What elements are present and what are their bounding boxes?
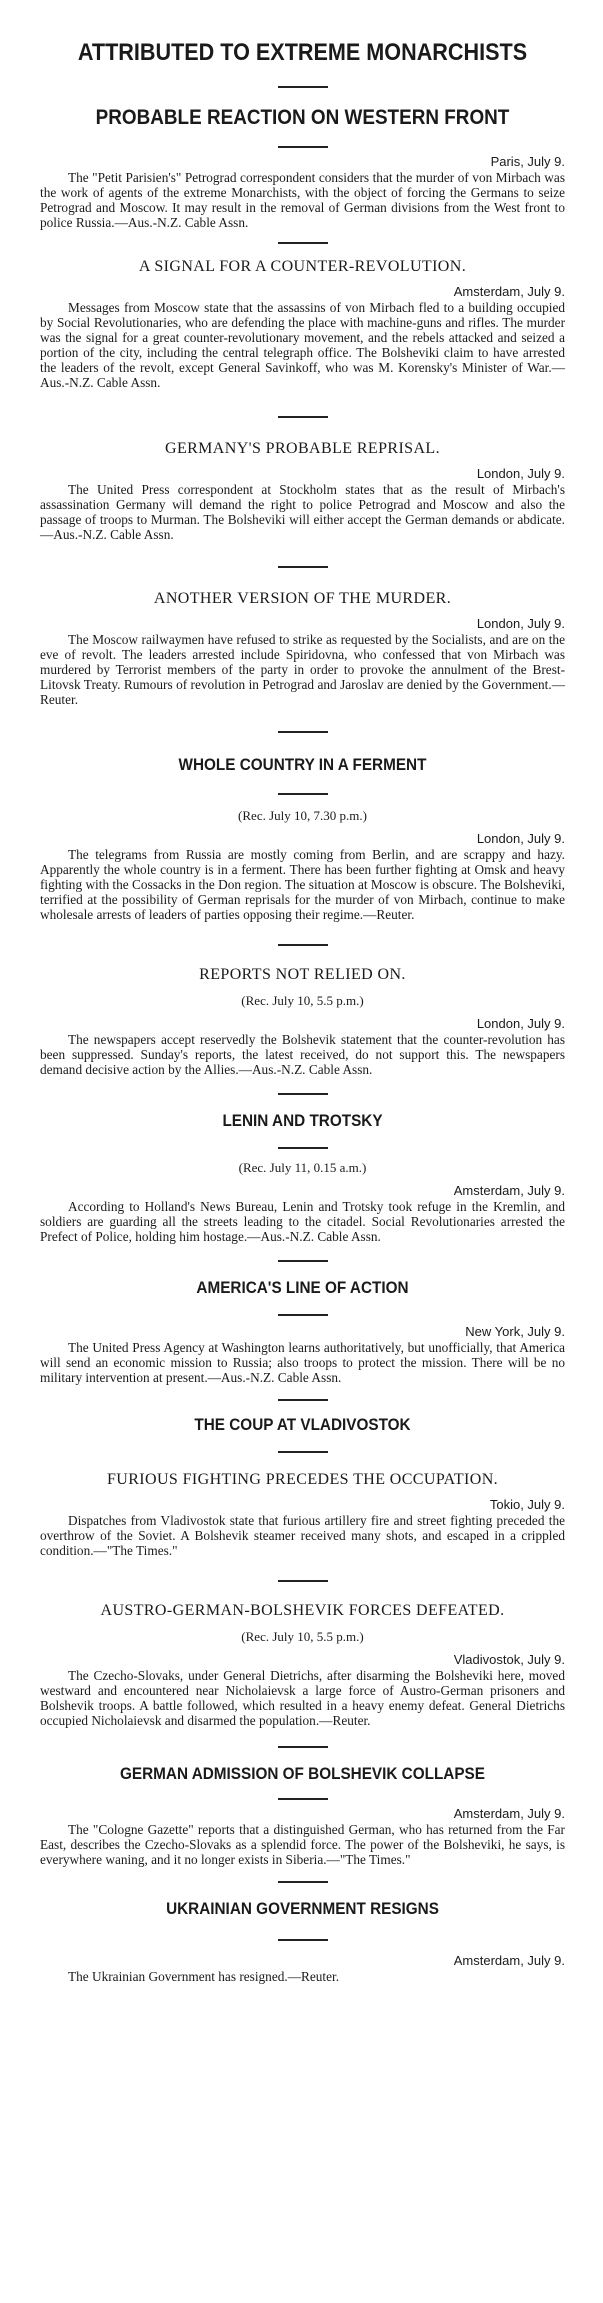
dateline: London, July 9. <box>476 616 565 631</box>
article-lenin-trotsky <box>40 1109 565 1244</box>
article-america <box>40 1276 565 1385</box>
divider-rule <box>278 146 328 148</box>
dateline: Amsterdam, July 9. <box>453 284 565 299</box>
dateline: Tokio, July 9. <box>489 1497 565 1512</box>
article-body: The "Petit Parisien's" Petrograd correspondent considers that the murder of von Mirbach was the work of agents of the extreme Monarchists, with the object of forcing the Germans to seize Petrograd and Moscow. It may result in the removal of German divisions from the West front to police Russia.—Aus.-N.Z. Cable Assn. <box>40 170 565 230</box>
divider-rule <box>278 1451 328 1453</box>
divider-rule <box>278 416 328 418</box>
section-heading: AMERICA'S LINE OF ACTION <box>196 1278 409 1297</box>
divider-rule <box>278 1746 328 1748</box>
article-vladivostok-coup <box>40 1413 565 1558</box>
article-reports-not-relied <box>40 964 565 1077</box>
received-note: (Rec. July 11, 0.15 a.m.) <box>238 1160 367 1175</box>
divider-rule <box>278 731 328 733</box>
section-heading: ANOTHER VERSION OF THE MURDER. <box>153 590 452 607</box>
dateline: London, July 9. <box>476 831 565 846</box>
section-heading: WHOLE COUNTRY IN A FERMENT <box>178 755 427 774</box>
main-headline: ATTRIBUTED TO EXTREME MONARCHISTS <box>77 39 528 66</box>
received-note: (Rec. July 10, 5.5 p.m.) <box>241 993 364 1008</box>
received-note: (Rec. July 10, 5.5 p.m.) <box>241 1629 364 1644</box>
article-body: The United Press Agency at Washington learns authoritatively, but unofficially, that America will send an economic mission to Russia; also troops to protect the mission. There will be no military intervention at present.—Aus.-N.Z. Cable Assn. <box>40 1340 565 1385</box>
article-body: Dispatches from Vladivostok state that furious artillery fire and street fighting preceded the overthrow of the Soviet. A Bolshevik steamer received many shots, and escaped in a crippled condition.—"The Times." <box>40 1513 565 1558</box>
article-body: According to Holland's News Bureau, Lenin and Trotsky took refuge in the Kremlin, and soldiers are guarding all the streets leading to the citadel. Social Revolutionaries arrested the Prefect of Police, holding him hostage.—Aus.-N.Z. Cable Assn. <box>40 1199 565 1244</box>
article-body: The "Cologne Gazette" reports that a distinguished German, who has returned from the Far East, describes the Czecho-Slovaks as a splendid force. The power of the Bolsheviki, he says, is everywhere waning, and it no longer exists in Siberia.—"The Times." <box>40 1822 565 1867</box>
divider-rule <box>278 242 328 244</box>
section-heading: REPORTS NOT RELIED ON. <box>199 966 406 983</box>
dateline: Vladivostok, July 9. <box>453 1652 565 1667</box>
divider-rule <box>278 566 328 568</box>
article-body: The newspapers accept reservedly the Bolshevik statement that the counter-revolution has been suppressed. Sunday's reports, the latest received, do not support this. The newspapers demand decisive action by the Allies.—Aus.-N.Z. Cable Assn. <box>40 1032 565 1077</box>
divider-rule <box>278 1093 328 1095</box>
section-heading: GERMAN ADMISSION OF BOLSHEVIK COLLAPSE <box>120 1764 485 1783</box>
article-body: Messages from Moscow state that the assassins of von Mirbach fled to a building occupied by Social Revolutionaries, who are defending the place with machine-guns and rifles. The murder was the signal for a great counter-revolutionary movement, and the rebels attacked and seized a portion of the city, including the central telegraph office. The Bolsheviki claim to have arrested the leaders of the revolt, except General Savinkoff, who was M. Korensky's Minister of War.—Aus.-N.Z. Cable Assn. <box>40 300 565 390</box>
article-body: The Czecho-Slovaks, under General Dietrichs, after disarming the Bolsheviki here, moved westward and encountered near Nicholaievsk a large force of Austro-German prisoners and Bolshevik troops. A battle followed, which resulted in a heavy enemy defeat. General Dietrichs occupied Nicholaievsk and disarmed the population.—Reuter. <box>40 1668 565 1728</box>
article-ukrainian-government <box>40 1897 565 1984</box>
article-paris <box>40 154 565 230</box>
dateline: London, July 9. <box>476 466 565 481</box>
article-another-version <box>40 588 565 707</box>
divider-rule <box>278 1147 328 1149</box>
divider-rule <box>278 1399 328 1401</box>
section-heading: A SIGNAL FOR A COUNTER-REVOLUTION. <box>138 258 467 275</box>
divider-rule <box>278 1260 328 1262</box>
dateline: Amsterdam, July 9. <box>453 1953 565 1968</box>
dateline: Amsterdam, July 9. <box>453 1806 565 1821</box>
article-whole-country <box>40 753 565 922</box>
section-heading: AUSTRO-GERMAN-BOLSHEVIK FORCES DEFEATED. <box>100 1602 505 1619</box>
divider-rule <box>278 793 328 795</box>
dateline: London, July 9. <box>476 1016 565 1031</box>
divider-rule <box>278 86 328 88</box>
article-forces-defeated <box>40 1600 565 1728</box>
received-note: (Rec. July 10, 7.30 p.m.) <box>238 808 367 823</box>
divider-rule <box>278 944 328 946</box>
article-german-admission <box>40 1762 565 1867</box>
divider-rule <box>278 1798 328 1800</box>
article-body: The telegrams from Russia are mostly coming from Berlin, and are scrappy and hazy. Apparently the whole country is in a ferment. There has been further fighting at Omsk and heavy fighting with the Cossacks in the Don region. The situation at Moscow is obscure. The Bolsheviki, terrified at the possibility of German reprisals for the murder of von Mirbach, continue to make wholesale arrests of leaders of parties opposing their regime.—Reuter. <box>40 847 565 922</box>
article-body: The Moscow railwaymen have refused to strike as requested by the Socialists, and are on the eve of revolt. The leaders arrested include Spiridovna, who confessed that von Mirbach was murdered by Terrorist members of the party in order to provoke the annulment of the Brest-Litovsk Treaty. Rumours of revolution in Petrograd and Jaroslav are denied by the Government.—Reuter. <box>40 632 565 707</box>
article-counter-revolution <box>40 256 565 390</box>
section-subheading: FURIOUS FIGHTING PRECEDES THE OCCUPATION. <box>106 1471 499 1488</box>
divider-rule <box>278 1314 328 1316</box>
dateline: Paris, July 9. <box>490 154 565 169</box>
dateline: Amsterdam, July 9. <box>453 1183 565 1198</box>
section-heading: GERMANY'S PROBABLE REPRISAL. <box>164 440 440 457</box>
divider-rule <box>278 1580 328 1582</box>
section-heading: LENIN AND TROTSKY <box>222 1111 383 1130</box>
section-heading: UKRAINIAN GOVERNMENT RESIGNS <box>166 1899 439 1918</box>
article-body: The United Press correspondent at Stockholm states that as the result of Mirbach's assassination Germany will demand the right to police Petrograd and Moscow and also the passage of troops to Murman. The Bolsheviki will either accept the German demands or abdicate.—Aus.-N.Z. Cable Assn. <box>40 482 565 542</box>
article-body: The Ukrainian Government has resigned.—Reuter. <box>68 1969 340 1984</box>
section-heading: THE COUP AT VLADIVOSTOK <box>194 1415 411 1434</box>
divider-rule <box>278 1881 328 1883</box>
article-germany-reprisal <box>40 438 565 542</box>
second-headline: PROBABLE REACTION ON WESTERN FRONT <box>95 106 510 129</box>
divider-rule <box>278 1939 328 1941</box>
dateline: New York, July 9. <box>465 1324 565 1339</box>
